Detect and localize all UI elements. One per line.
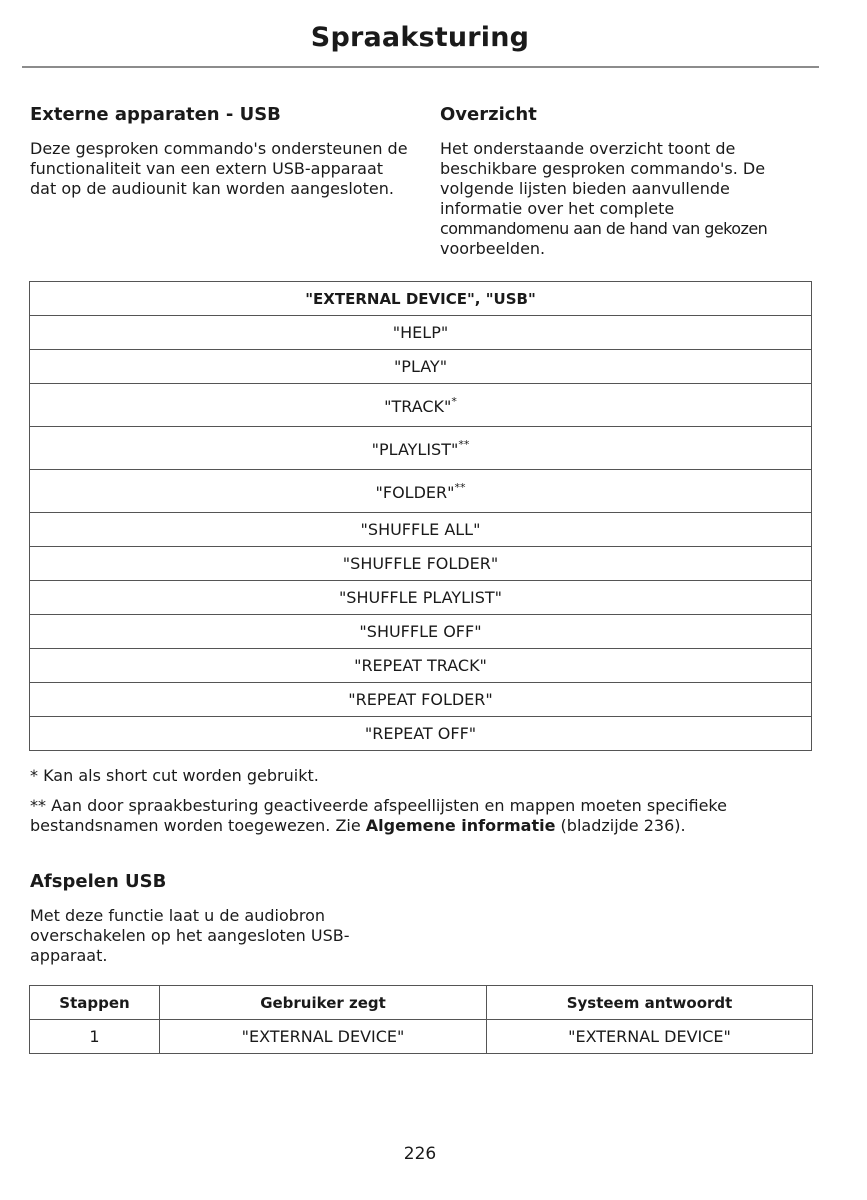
overview-line: Het onderstaande overzicht toont de (440, 139, 736, 158)
footnote-text: ** Aan door spraakbesturing geactiveerde afspeellijsten en mappen moeten specifieke bestandsnamen worden toegewezen. Zie (30, 796, 727, 835)
command-cell (30, 350, 812, 384)
command-text: "PLAYLIST" (371, 439, 459, 459)
command-cell (30, 427, 812, 470)
page-number: 226 (403, 1144, 437, 1164)
table-row (30, 316, 812, 350)
table-row (30, 547, 812, 581)
steps-table (29, 985, 813, 1054)
command-cell (30, 513, 812, 547)
section-heading-usb: Externe apparaten - USB (30, 104, 281, 125)
command-cell (30, 470, 812, 513)
command-text: "SHUFFLE OFF" (359, 622, 482, 641)
footnote-shortcut: * Kan als short cut worden gebruikt. (30, 766, 319, 785)
column-header-steps: Stappen (30, 986, 160, 1020)
command-text: "TRACK" (384, 396, 452, 416)
overview-line: commandomenu aan de hand van gekozen (440, 219, 768, 238)
command-text: "SHUFFLE PLAYLIST" (338, 588, 503, 607)
command-text: "REPEAT OFF" (364, 724, 477, 743)
command-cell (30, 316, 812, 350)
column-header-user-says: Gebruiker zegt (160, 986, 487, 1020)
overview-line: informatie over het complete (440, 199, 675, 218)
command-text: "REPEAT TRACK" (354, 656, 487, 675)
step-number-cell: 1 (30, 1020, 160, 1054)
user-says-cell: "EXTERNAL DEVICE" (160, 1020, 487, 1054)
command-text: "SHUFFLE FOLDER" (342, 554, 499, 573)
title-divider (22, 66, 819, 68)
section-play-usb (30, 871, 390, 966)
overview-line: voorbeelden. (440, 239, 546, 258)
command-cell (30, 581, 812, 615)
command-cell (30, 649, 812, 683)
section-usb-devices (30, 104, 410, 199)
system-responds-cell: "EXTERNAL DEVICE" (487, 1020, 813, 1054)
table-row (30, 384, 812, 427)
command-cell (30, 615, 812, 649)
command-cell (30, 384, 812, 427)
cross-reference-link[interactable]: Algemene informatie (365, 816, 556, 835)
footnote-marker: ** (458, 437, 470, 451)
voice-command-table (29, 281, 812, 751)
section-heading-overview: Overzicht (440, 104, 537, 125)
table-row (30, 350, 812, 384)
table-row (30, 717, 812, 751)
command-text: "FOLDER" (375, 482, 455, 502)
page-title: Spraaksturing (310, 22, 530, 53)
overview-line: beschikbare gesproken commando's. De (440, 159, 766, 178)
table-row (30, 615, 812, 649)
footnote-page-ref: (bladzijde 236). (555, 816, 686, 835)
table-row (30, 683, 812, 717)
command-text: "SHUFFLE ALL" (360, 520, 481, 539)
overview-line: volgende lijsten bieden aanvullende (440, 179, 730, 198)
table-header-cell: "EXTERNAL DEVICE", "USB" (30, 282, 812, 316)
table-header-row (30, 282, 812, 316)
table-row (30, 427, 812, 470)
command-cell (30, 683, 812, 717)
command-cell (30, 547, 812, 581)
footnote-filenames (30, 796, 820, 836)
footnote-marker: * (451, 394, 457, 408)
command-text: "PLAY" (393, 357, 448, 376)
column-header-system-responds: Systeem antwoordt (487, 986, 813, 1020)
section-body-overview (440, 139, 820, 259)
section-heading-play-usb: Afspelen USB (30, 871, 167, 892)
table-row (30, 1020, 813, 1054)
section-overview (440, 104, 820, 259)
table-row (30, 470, 812, 513)
table-row (30, 649, 812, 683)
command-text: "REPEAT FOLDER" (348, 690, 493, 709)
command-cell (30, 717, 812, 751)
table-header-row (30, 986, 813, 1020)
table-row (30, 581, 812, 615)
footnote-marker: ** (454, 480, 466, 494)
table-row (30, 513, 812, 547)
section-body-usb: Deze gesproken commando's ondersteunen de functionaliteit van een extern USB-apparaat dat op de audiounit kan worden aangesloten. (30, 139, 408, 198)
section-body-play-usb: Met deze functie laat u de audiobron overschakelen op het aangesloten USB-apparaat. (30, 906, 350, 965)
command-text: "HELP" (392, 323, 449, 342)
